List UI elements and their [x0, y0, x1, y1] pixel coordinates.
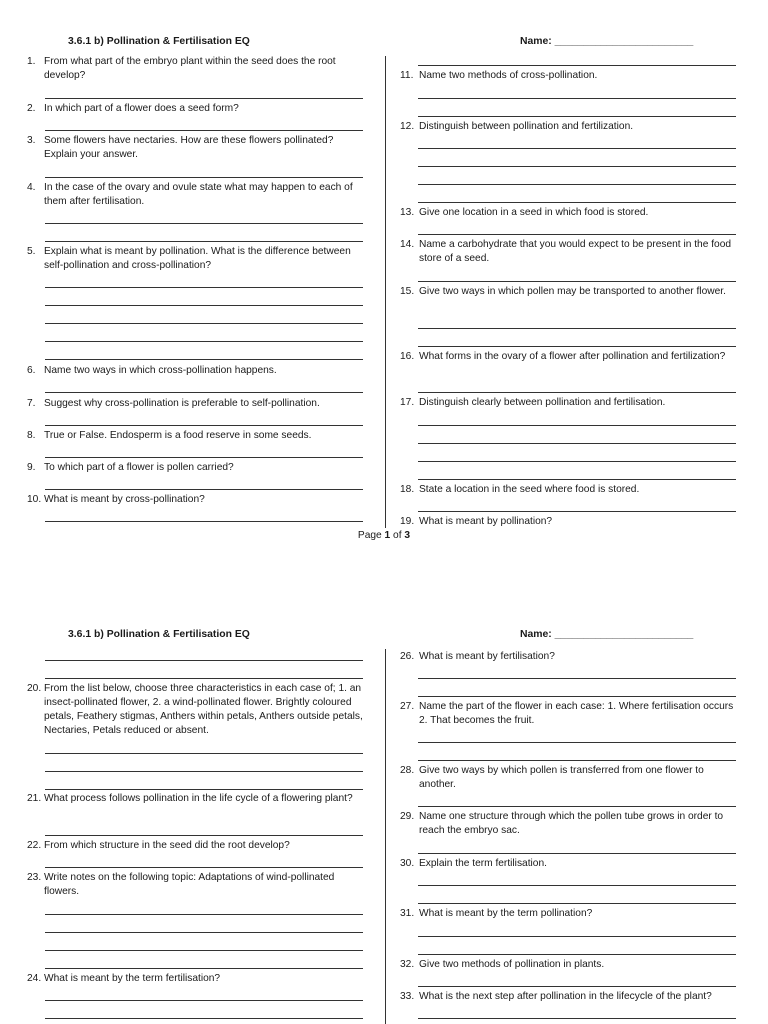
question-4 — [27, 181, 357, 209]
question-number: 24. — [27, 973, 42, 984]
question-number: 11. — [400, 70, 414, 81]
question-16 — [400, 350, 736, 364]
question-text: To which part of a flower is pollen carried? — [44, 462, 234, 473]
page-footer-prefix: Page — [357, 530, 385, 541]
answer-line[interactable] — [45, 1000, 363, 1001]
answer-line[interactable] — [45, 359, 363, 360]
answer-line[interactable] — [418, 885, 736, 886]
question-number: 14. — [400, 239, 415, 250]
question-number: 32. — [400, 959, 415, 970]
answer-line[interactable] — [45, 457, 363, 458]
answer-line[interactable] — [45, 341, 363, 342]
answer-line[interactable] — [418, 443, 736, 444]
answer-line[interactable] — [418, 936, 736, 937]
question-number: 27. — [400, 701, 415, 712]
column-divider — [385, 56, 386, 528]
question-26 — [400, 650, 736, 664]
question-text: Give two methods of pollination in plants. — [419, 959, 605, 970]
question-number: 29. — [400, 811, 415, 822]
answer-line[interactable] — [45, 867, 363, 868]
question-number: 28. — [400, 765, 415, 776]
question-number: 22. — [27, 840, 42, 851]
answer-line[interactable] — [45, 789, 363, 790]
question-text: In which part of a flower does a seed form? — [44, 103, 239, 114]
question-18 — [400, 483, 736, 497]
answer-line[interactable] — [45, 323, 363, 324]
answer-line[interactable] — [45, 835, 363, 836]
answer-line[interactable] — [418, 903, 736, 904]
question-text: What is meant by fertilisation? — [419, 651, 555, 662]
question-number: 19. — [400, 516, 415, 527]
question-text: True or False. Endosperm is a food reserve in some seeds. — [44, 430, 312, 441]
answer-line[interactable] — [45, 660, 363, 661]
question-text: Name the part of the flower in each case: 1. Where fertilisation occurs 2. That becomes the fruit. — [419, 701, 734, 726]
question-text: Name two methods of cross-pollination. — [419, 70, 598, 81]
answer-line[interactable] — [418, 281, 736, 282]
column-divider — [385, 649, 386, 1024]
answer-line[interactable] — [418, 98, 736, 99]
question-number: 1. — [27, 56, 36, 67]
answer-line[interactable] — [418, 392, 736, 393]
question-17 — [400, 396, 736, 410]
question-number: 18. — [400, 484, 415, 495]
question-number: 23. — [27, 872, 42, 883]
answer-line[interactable] — [45, 392, 363, 393]
question-14 — [400, 238, 736, 266]
answer-line[interactable] — [418, 425, 736, 426]
page-footer-current: 1 — [384, 530, 391, 541]
question-number: 8. — [27, 430, 36, 441]
answer-line[interactable] — [418, 461, 736, 462]
answer-line[interactable] — [45, 177, 363, 178]
answer-line[interactable] — [418, 742, 736, 743]
question-text: What is meant by cross-pollination? — [44, 494, 205, 505]
question-text: From the list below, choose three characteristics in each case of; 1. an insect-pollinated flower, 2. a wind-pollinated flower. Brightly coloured petals, Feathery stigmas, Anthers within petals, Anthers outside petals, Nectaries, Petals reduced or absent. — [44, 683, 363, 736]
question-text: What process follows pollination in the life cycle of a flowering plant? — [44, 793, 353, 804]
question-33 — [400, 990, 736, 1004]
answer-line[interactable] — [418, 806, 736, 807]
question-text: What is meant by pollination? — [419, 516, 553, 527]
question-text: State a location in the seed where food is stored. — [419, 484, 640, 495]
question-text: Write notes on the following topic: Adaptations of wind-pollinated flowers. — [44, 872, 335, 897]
answer-line[interactable] — [418, 202, 736, 203]
answer-line[interactable] — [418, 166, 736, 167]
question-text: What is meant by the term pollination? — [419, 908, 593, 919]
answer-line[interactable] — [418, 479, 736, 480]
answer-line[interactable] — [418, 954, 736, 955]
answer-line[interactable] — [418, 116, 736, 117]
answer-line[interactable] — [45, 1018, 363, 1019]
question-9 — [27, 461, 357, 475]
answer-line[interactable] — [45, 287, 363, 288]
question-number: 15. — [400, 286, 415, 297]
question-7 — [27, 397, 357, 411]
question-text: In the case of the ovary and ovule state what may happen to each of them after fertilisation. — [44, 182, 353, 207]
question-1 — [27, 55, 357, 83]
question-number: 33. — [400, 991, 415, 1002]
answer-line[interactable] — [45, 521, 363, 522]
answer-line[interactable] — [418, 853, 736, 854]
answer-line[interactable] — [418, 328, 736, 329]
question-text: Name two ways in which cross-pollination happens. — [44, 365, 277, 376]
name-field-label: Name: ________________________ — [520, 36, 694, 47]
answer-line[interactable] — [45, 305, 363, 306]
question-number: 4. — [27, 182, 36, 193]
question-12 — [400, 120, 736, 134]
answer-line[interactable] — [418, 148, 736, 149]
question-number: 30. — [400, 858, 415, 869]
question-11 — [400, 69, 736, 83]
question-number: 31. — [400, 908, 415, 919]
worksheet-title: 3.6.1 b) Pollination & Fertilisation EQ — [68, 629, 250, 640]
question-number: 2. — [27, 103, 36, 114]
question-15 — [400, 285, 736, 299]
question-text: Explain the term fertilisation. — [419, 858, 547, 869]
question-29 — [400, 810, 736, 838]
question-text: Give one location in a seed in which food is stored. — [419, 207, 649, 218]
question-text: Distinguish clearly between pollination and fertilisation. — [419, 397, 666, 408]
answer-line[interactable] — [418, 1018, 736, 1019]
question-text: What is meant by the term fertilisation? — [44, 973, 221, 984]
answer-line[interactable] — [45, 914, 363, 915]
question-text: Some flowers have nectaries. How are these flowers pollinated? Explain your answer. — [44, 135, 334, 160]
answer-line[interactable] — [45, 130, 363, 131]
answer-line[interactable] — [45, 950, 363, 951]
question-number: 10. — [27, 494, 42, 505]
question-23 — [27, 871, 363, 899]
question-number: 13. — [400, 207, 415, 218]
answer-line[interactable] — [45, 425, 363, 426]
question-number: 20. — [27, 683, 42, 694]
worksheet-title: 3.6.1 b) Pollination & Fertilisation EQ — [68, 36, 250, 47]
answer-line[interactable] — [45, 968, 363, 969]
question-text: Name one structure through which the pollen tube grows in order to reach the embryo sac. — [419, 811, 724, 836]
answer-line[interactable] — [45, 771, 363, 772]
question-number: 12. — [400, 121, 415, 132]
page-footer-middle: of — [390, 530, 405, 541]
question-number: 26. — [400, 651, 415, 662]
question-24 — [27, 972, 363, 986]
answer-line[interactable] — [45, 932, 363, 933]
question-31 — [400, 907, 736, 921]
answer-line[interactable] — [45, 678, 363, 679]
answer-line[interactable] — [418, 65, 736, 66]
question-32 — [400, 958, 736, 972]
question-number: 7. — [27, 398, 36, 409]
answer-line[interactable] — [418, 696, 736, 697]
page-footer-total: 3 — [404, 530, 411, 541]
answer-line[interactable] — [418, 986, 736, 987]
question-3 — [27, 134, 357, 162]
question-number: 3. — [27, 135, 36, 146]
answer-line[interactable] — [45, 98, 363, 99]
question-13 — [400, 206, 736, 220]
question-text: Distinguish between pollination and fertilization. — [419, 121, 634, 132]
question-6 — [27, 364, 357, 378]
question-number: 17. — [400, 397, 415, 408]
question-text: What is the next step after pollination in the lifecycle of the plant? — [419, 991, 712, 1002]
question-text: Give two ways by which pollen is transferred from one flower to another. — [419, 765, 704, 790]
question-20 — [27, 682, 363, 738]
question-10 — [27, 493, 363, 507]
answer-line[interactable] — [418, 346, 736, 347]
answer-line[interactable] — [418, 184, 736, 185]
question-27 — [400, 700, 736, 728]
question-number: 5. — [27, 246, 36, 257]
question-5 — [27, 245, 357, 273]
question-text: Name a carbohydrate that you would expect to be present in the food store of a seed. — [419, 239, 732, 264]
question-number: 9. — [27, 462, 36, 473]
question-28 — [400, 764, 736, 792]
question-text: Explain what is meant by pollination. What is the difference between self-pollination and cross-pollination? — [44, 246, 351, 271]
answer-line[interactable] — [45, 489, 363, 490]
question-number: 21. — [27, 793, 42, 804]
question-number: 16. — [400, 351, 415, 362]
question-text: Give two ways in which pollen may be transported to another flower. — [419, 286, 726, 297]
question-text: From what part of the embryo plant within the seed does the root develop? — [44, 56, 336, 81]
answer-line[interactable] — [45, 241, 363, 242]
page-footer — [0, 530, 768, 541]
question-2 — [27, 102, 357, 116]
question-21 — [27, 792, 363, 806]
answer-line[interactable] — [45, 753, 363, 754]
answer-line[interactable] — [45, 223, 363, 224]
question-19 — [400, 515, 736, 529]
question-text: Suggest why cross-pollination is preferable to self-pollination. — [44, 398, 320, 409]
question-30 — [400, 857, 736, 871]
name-field-label: Name: ________________________ — [520, 629, 694, 640]
question-text: What forms in the ovary of a flower after pollination and fertilization? — [419, 351, 726, 362]
answer-line[interactable] — [418, 760, 736, 761]
question-8 — [27, 429, 357, 443]
question-text: From which structure in the seed did the root develop? — [44, 840, 290, 851]
question-number: 6. — [27, 365, 36, 376]
answer-line[interactable] — [418, 234, 736, 235]
answer-line[interactable] — [418, 511, 736, 512]
answer-line[interactable] — [418, 678, 736, 679]
question-22 — [27, 839, 363, 853]
